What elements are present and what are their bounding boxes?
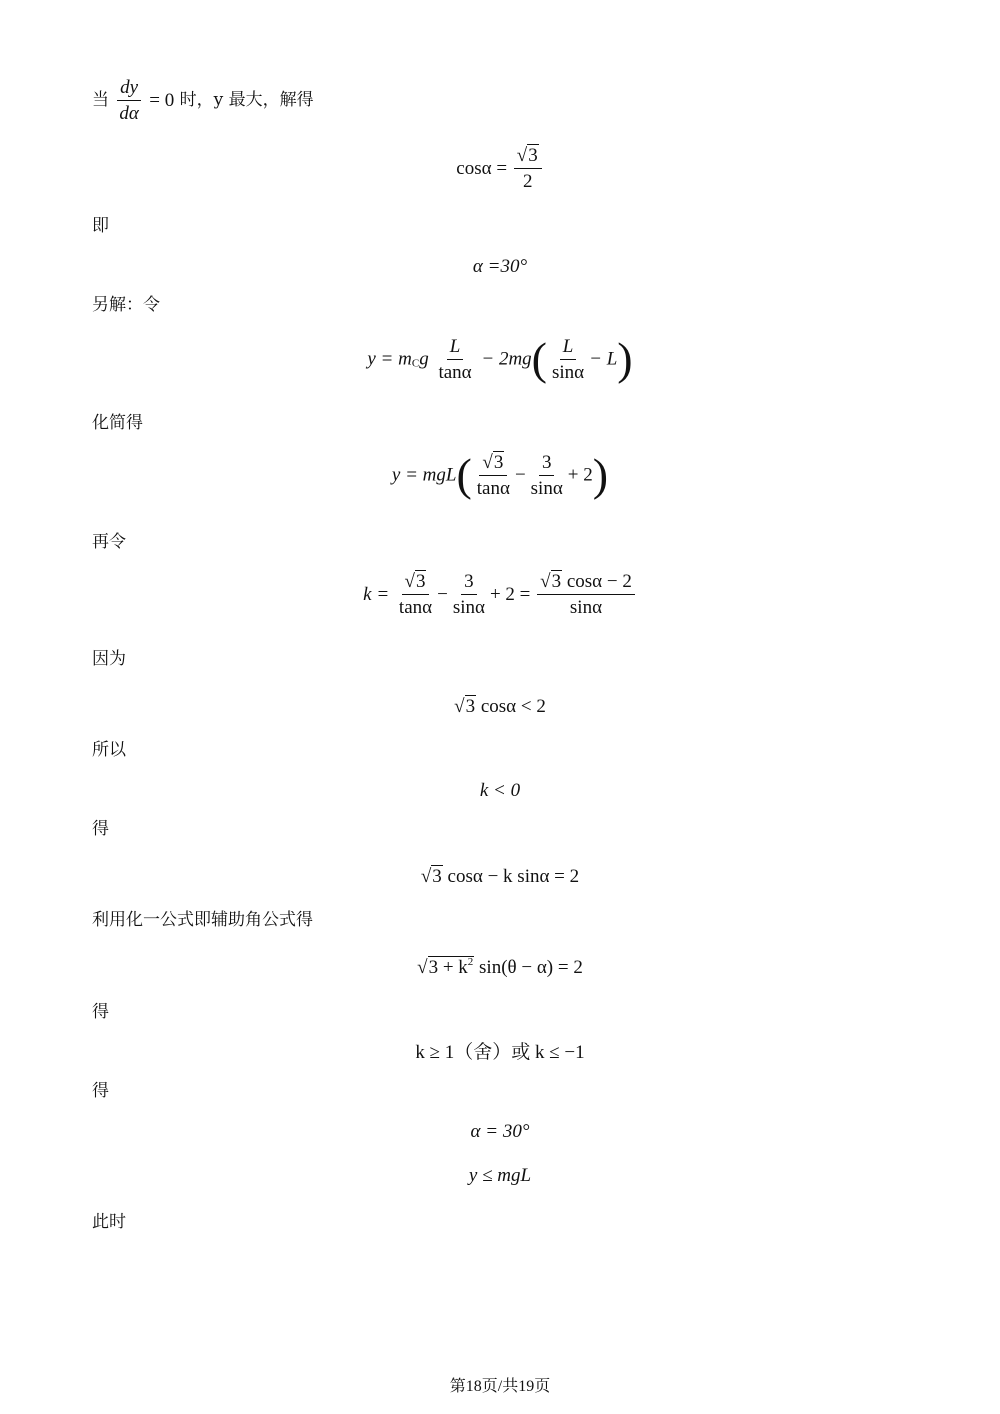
- eq5-f1-radicand: 3: [415, 571, 426, 592]
- eq4-f1-num: √3: [479, 453, 507, 476]
- eq4-tail: + 2: [567, 464, 593, 486]
- eq4-fraction-2: [528, 453, 566, 498]
- eq1-numerator: √3: [514, 146, 542, 169]
- eq4-lhs: y = mgL: [391, 464, 457, 486]
- eq5-f1-num: √3: [402, 572, 430, 595]
- equation-sqrt3-cos-minus-ksin: √3 cosα − k sinα = 2: [420, 866, 580, 887]
- eq3-f1-den: tanα: [438, 361, 472, 383]
- eq4-f2-den: sinα: [530, 477, 563, 499]
- eq6-rest: cosα < 2: [476, 696, 546, 717]
- eq5-f3-num: √3 cosα − 2: [537, 572, 635, 595]
- text-dang: 当: [92, 90, 109, 110]
- text-line-because: 因为: [92, 649, 126, 669]
- eq1-fraction: [514, 146, 542, 191]
- eq5-mid: + 2 =: [489, 584, 531, 605]
- eq3-f2-num: L: [560, 337, 577, 360]
- eq3-g: g: [419, 348, 429, 370]
- page-footer: 第18页/共19页: [449, 1378, 551, 1395]
- eq8-radicand: 3: [432, 866, 442, 887]
- text-shi-y-max: 时，y 最大，解得: [179, 90, 314, 110]
- derivative-denominator: dα: [119, 103, 139, 124]
- eq5-f3-num-rest: cosα − 2: [562, 571, 632, 592]
- eq5-f3-radicand: 3: [551, 571, 562, 592]
- eq5-f3-den: sinα: [569, 597, 603, 618]
- eq9-superscript: 2: [467, 956, 474, 968]
- text-line-de-1: 得: [92, 819, 109, 839]
- eq1-radicand: 3: [528, 145, 538, 166]
- eq3-lhs: y = m: [367, 348, 412, 370]
- text-line-let-again: 再令: [92, 532, 126, 552]
- text-line-at-this-time: 此时: [92, 1212, 126, 1232]
- equation-k-lt-0: k < 0: [479, 780, 521, 801]
- eq4-f1-den: tanα: [476, 477, 510, 499]
- text-line-1: [92, 78, 314, 123]
- text-line-alt-solution: 另解：令: [92, 295, 160, 315]
- eq3-subscript: C: [411, 357, 420, 370]
- text-line-simplify: 化简得: [92, 413, 143, 433]
- derivative-numerator: dy: [117, 78, 141, 101]
- equation-k-definition: k = $\frac{√3}{\tan\alpha}$ − $\frac{3}{\sin\alpha}$ + 2 = $\frac{√3 \cos\alpha - 2}{\sin\alpha}$: [0, 572, 1000, 617]
- eq4-fraction-1: [474, 453, 513, 498]
- eq3-fraction-2: [549, 337, 587, 382]
- eq5-f1-den: tanα: [398, 597, 433, 618]
- eq9-rest: sin(θ − α) = 2: [474, 957, 583, 978]
- eq3-tail: − L: [589, 348, 618, 370]
- text-line-ji: 即: [92, 216, 109, 236]
- eq5-f2-num: 3: [461, 572, 477, 595]
- derivative-fraction: [116, 78, 141, 123]
- derivative-rhs: = 0: [149, 90, 175, 111]
- text-line-auxiliary-angle: 利用化一公式即辅助角公式得: [92, 910, 313, 930]
- eq5-f2-den: sinα: [452, 597, 485, 618]
- eq3-fraction-1: [435, 337, 474, 382]
- eq3-f1-num: L: [447, 337, 464, 360]
- equation-y-simplified: y = mgL( $\frac{√3}{\tan\alpha}$ − $\frac{3}{\sin\alpha}$ + 2): [391, 449, 609, 500]
- equation-alpha-30-final: α = 30°: [470, 1121, 530, 1142]
- eq1-lhs: cosα =: [456, 158, 508, 179]
- equation-y-le-mgl: y ≤ mgL: [468, 1165, 532, 1186]
- eq4-f2-num: 3: [539, 453, 555, 476]
- equation-cos-alpha: [0, 146, 1000, 191]
- eq5-fraction-2: [450, 572, 488, 617]
- eq8-rest: cosα − k sinα = 2: [442, 866, 580, 887]
- equation-k-range: k ≥ 1（舍）或 k ≤ −1: [415, 1042, 585, 1063]
- equation-sqrt3-cos-lt-2: √3 cosα < 2: [454, 696, 546, 717]
- eq3-mid: − 2mg: [481, 348, 532, 370]
- eq1-denominator: 2: [523, 171, 533, 192]
- text-line-therefore: 所以: [92, 740, 126, 760]
- equation-auxiliary-angle: $√3 + k^2$ sin(θ − α) = 2: [417, 956, 583, 978]
- text-line-de-2: 得: [92, 1002, 109, 1022]
- equation-alpha-30: α =30°: [472, 256, 528, 277]
- text-line-de-3: 得: [92, 1081, 109, 1101]
- eq4-f1-radicand: 3: [493, 451, 504, 473]
- eq9-radicand: 3 + k: [428, 957, 468, 978]
- eq6-radicand: 3: [465, 696, 476, 717]
- eq5-fraction-1: [396, 572, 435, 617]
- eq5-lhs: k =: [363, 584, 390, 605]
- eq3-f2-den: sinα: [552, 361, 585, 383]
- equation-y-definition: $y = m_Cg$ $\frac{L}{\tan\alpha}$ − 2mg( $\frac{L}{\sin\alpha}$ − L): [367, 333, 633, 384]
- eq5-fraction-3: [537, 572, 635, 617]
